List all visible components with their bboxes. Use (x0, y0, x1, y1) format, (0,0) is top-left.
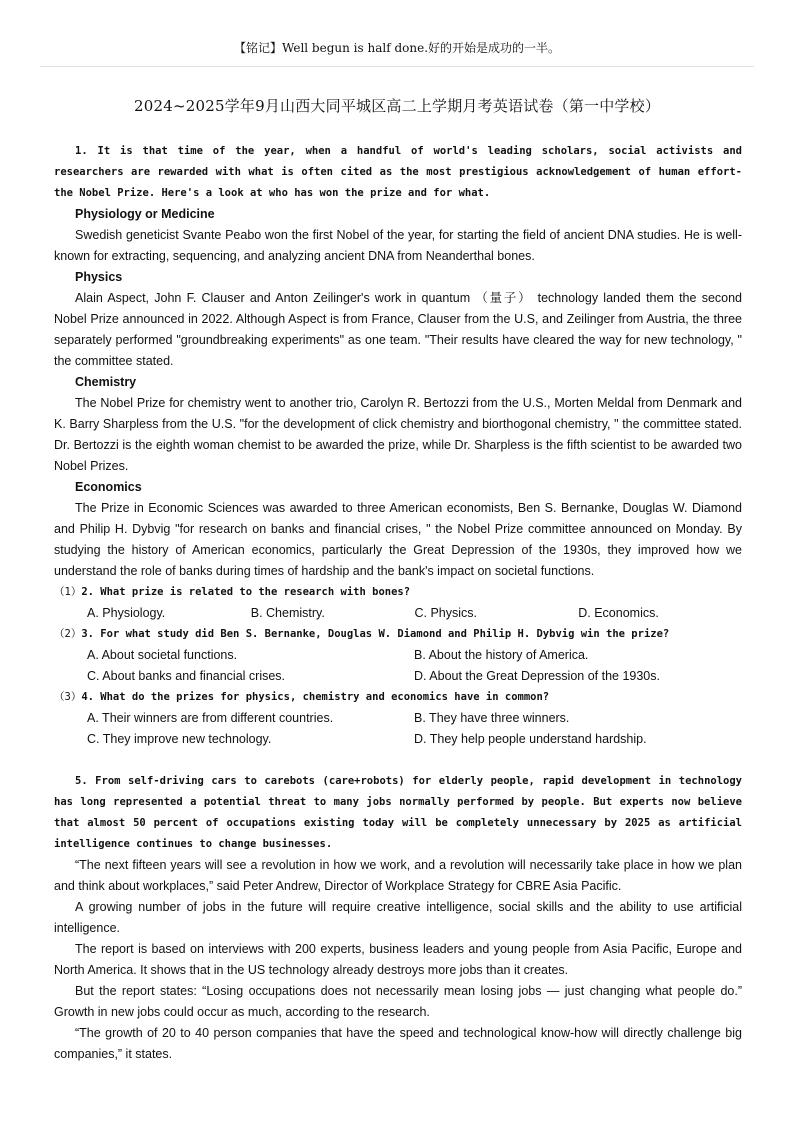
section-body-chemistry: The Nobel Prize for chemistry went to another trio, Carolyn R. Bertozzi from the U.S., Morten Meldal from Denmark and K. Barry Sharpless from the U.S. "for the development of click chemistry and biorthogonal chemistry, " the committee stated. Dr. Bertozzi is the eighth woman chemist to be awarded the prize, while Dr. Sharpless is the fifth scientist to be awarded two Nobel Prizes. (54, 396, 742, 473)
question-2-option-b[interactable]: B. About the history of America. (414, 648, 589, 662)
passage-2-paragraph: The report is based on interviews with 200 experts, business leaders and young people from Asia Pacific, Europe and North America. It shows that in the US technology already destroys more jobs than it creates. (54, 942, 742, 977)
question-3-option-b[interactable]: B. They have three winners. (414, 711, 570, 725)
question-3-number: （3） (54, 691, 82, 703)
question-2-option-a[interactable]: A. About societal functions. (87, 648, 238, 662)
question-3-text: 4. What do the prizes for physics, chemistry and economics have in common? (81, 691, 550, 703)
document-body (54, 141, 742, 1065)
header-divider (40, 66, 754, 67)
passage-2-intro: 5. From self-driving cars to carebots (care+robots) for elderly people, rapid development in technology has long represented a potential threat to many jobs normally performed by people. But experts now believe that almost 50 percent of occupations existing today will be completely unnecessary by 2025 as artificial intelligence continues to change businesses. (54, 775, 742, 850)
question-3-options-row-1 (54, 708, 742, 729)
question-1-stem (0, 582, 742, 603)
passage-1-intro: 1. It is that time of the year, when a handful of world's leading scholars, social activists and researchers are rewarded with what is often cited as the most prestigious acknowledgement of human effort-the Nobel Prize. Here's a look at who has won the prize and for what. (54, 145, 742, 199)
passage-2-paragraph: But the report states: “Losing occupations does not necessarily mean losing jobs — just changing what people do.” Growth in new jobs could occur as much, according to the research. (54, 984, 742, 1019)
question-1-options (54, 603, 742, 624)
page-title: 2024~2025学年9月山西大同平城区高二上学期月考英语试卷（第一中学校） (133, 97, 661, 115)
question-2-option-c[interactable]: C. About banks and financial crises. (87, 669, 286, 683)
section-body-physics: Alain Aspect, John F. Clauser and Anton Zeilinger's work in quantum （量子） technology landed them the second Nobel Prize announced in 2022. Although Aspect is from France, Clauser from the U.S, and Zeilinger from Austria, the three separately performed "groundbreaking experiments" as one team. "Their results have cleared the way for new technology, " the committee stated. (54, 291, 742, 368)
section-heading-economics: Economics (75, 480, 142, 494)
question-3-option-a[interactable]: A. Their winners are from different countries. (87, 711, 334, 725)
section-body-economics: The Prize in Economic Sciences was awarded to three American economists, Ben S. Bernanke, Douglas W. Diamond and Philip H. Dybvig "for research on banks and financial crises, " the Nobel Prize committee announced on Monday. By studying the history of American economics, particularly the Great Depression of the 1930s, they improved how we understand the role of banks during times of hardship and the bank's impact on societal functions. (54, 501, 742, 578)
question-2-number: （2） (54, 628, 82, 640)
section-heading-chemistry: Chemistry (75, 375, 137, 389)
question-2-option-d[interactable]: D. About the Great Depression of the 1930s. (414, 669, 660, 683)
question-3-option-c[interactable]: C. They improve new technology. (87, 732, 272, 746)
question-2-options-row-2 (54, 666, 742, 687)
question-3-stem (54, 687, 742, 708)
question-2-options-row-1 (54, 645, 742, 666)
question-1-option-c[interactable]: C. Physics. (414, 606, 478, 620)
passage-2-paragraph: A growing number of jobs in the future will require creative intelligence, social skills and the ability to use artificial intelligence. (54, 900, 742, 935)
question-1-option-d[interactable]: D. Economics. (578, 606, 659, 620)
passage-2-paragraph: “The growth of 20 to 40 person companies that have the speed and technological know-how will directly challenge big companies,” it states. (54, 1026, 742, 1061)
section-heading-physics: Physics (75, 270, 123, 284)
question-3-options-row-2 (54, 729, 742, 750)
question-1-option-b[interactable]: B. Chemistry. (250, 606, 325, 620)
question-1-number: （1） (54, 586, 82, 598)
question-2-text: 3. For what study did Ben S. Bernanke, Douglas W. Diamond and Philip H. Dybvig win the prize? (81, 628, 670, 640)
header-motto: 【铭记】Well begun is half done.好的开始是成功的一半。 (233, 41, 561, 55)
section-body-physiology: Swedish geneticist Svante Peabo won the first Nobel of the year, for starting the field of ancient DNA studies. He is well-known for extracting, sequencing, and analyzing ancient DNA from Neanderthal bones. (54, 228, 742, 263)
question-2-stem (54, 624, 742, 645)
section-heading-physiology: Physiology or Medicine (75, 207, 215, 221)
question-1-option-a[interactable]: A. Physiology. (87, 606, 166, 620)
passage-2-paragraph: “The next fifteen years will see a revolution in how we work, and a revolution will necessarily take place in how we plan and think about workplaces,” said Peter Andrew, Director of Workplace Strategy for CBRE Asia Pacific. (54, 858, 742, 893)
question-3-option-d[interactable]: D. They help people understand hardship. (414, 732, 647, 746)
question-1-text: 2. What prize is related to the research with bones? (81, 586, 411, 598)
section-spacer (54, 750, 742, 771)
